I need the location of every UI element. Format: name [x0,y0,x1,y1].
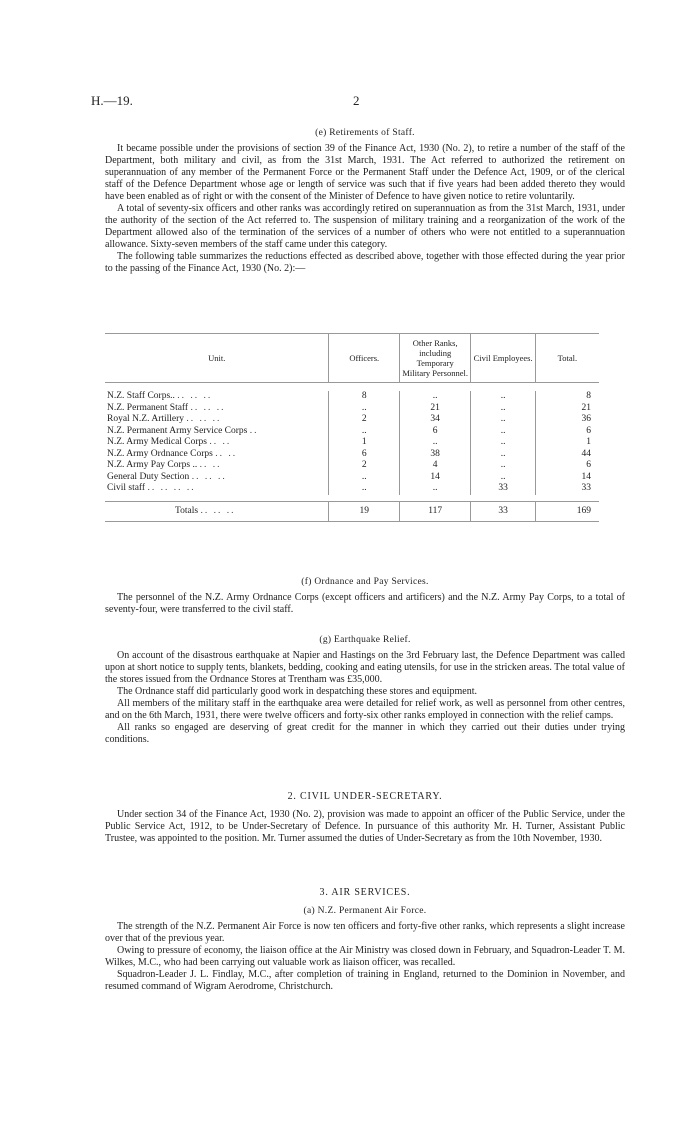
leader-dots: .. .. [215,448,238,459]
total-cell: 1 [535,437,599,449]
subheading-retirements: (e) Retirements of Staff. [315,128,415,138]
table-header-row [105,334,599,383]
subheading-ordnance: (f) Ordnance and Pay Services. [301,577,429,587]
totals-label: Totals [175,505,199,516]
leader-dots: .. [249,425,259,436]
paragraph: All ranks so engaged are deserving of great credit for the manner in which they carried out their duties under trying conditions. [105,722,625,745]
paragraph: The personnel of the N.Z. Army Ordnance Corps (except officers and artificers) and the N.Z. Army Pay Corps, to a total of seventy-four, were transferred to the civil staff. [105,592,625,615]
heading-air-services: 3. AIR SERVICES. [319,887,411,898]
other-ranks-cell: 6 [399,426,470,438]
col-civil: Civil Employees. [471,334,536,383]
other-ranks-cell: 21 [399,403,470,415]
table-row [105,449,599,461]
leader-dots: .. .. .. [191,471,227,482]
unit-name: General Duty Section [107,471,190,482]
section-earthquake [105,634,625,746]
leader-dots: .. .. .. [200,505,236,516]
total-cell: 14 [535,472,599,484]
leader-dots: .. .. .. [190,402,226,413]
other-ranks-cell: .. [399,437,470,449]
officers-total: 19 [329,501,400,522]
civil-cell: .. [471,391,536,403]
heading-civil-under-secretary: 2. CIVIL UNDER-SECRETARY. [287,791,443,802]
table-row [105,391,599,403]
officers-cell: 8 [329,391,400,403]
unit-name: N.Z. Permanent Staff [107,402,189,413]
other-ranks-cell: 38 [399,449,470,461]
table-row [105,437,599,449]
section-ordnance [105,576,625,616]
page-number: 2 [353,93,360,108]
document-reference: H.—19. [91,93,133,108]
subheading-air-force: (a) N.Z. Permanent Air Force. [303,906,427,916]
civil-cell: .. [471,403,536,415]
officers-cell: .. [329,472,400,484]
total-cell: 6 [535,460,599,472]
civil-cell: .. [471,472,536,484]
total-cell: 21 [535,403,599,415]
col-officers: Officers. [329,334,400,383]
grand-total: 169 [535,501,599,522]
table-row [105,472,599,484]
table-row [105,460,599,472]
civil-cell: .. [471,449,536,461]
civil-cell: 33 [471,483,536,495]
officers-cell: 2 [329,460,400,472]
officers-cell: .. [329,483,400,495]
total-cell: 6 [535,426,599,438]
paragraph: A total of seventy-six officers and other ranks was accordingly retired on superannuation as from the 31st March, 1931, under the authority of the section of the Act referred to. The suspension of military training and a reorganization of the work of the Department allowed also of the termination of the services of a number of others who were not entitled to a superannuation allowance. Sixty-seven members of the staff came under this category. [105,203,625,250]
unit-name: Royal N.Z. Artillery [107,414,185,424]
col-other-ranks: Other Ranks, including Temporary Military Personnel. [399,334,470,383]
leader-dots: .. .. .. [177,391,213,401]
leader-dots: .. .. [209,437,232,447]
other-ranks-total: 117 [399,501,470,522]
other-ranks-cell: 34 [399,414,470,426]
unit-name: Civil staff [107,483,146,493]
other-ranks-cell: 14 [399,472,470,484]
paragraph: Under section 34 of the Finance Act, 1930 (No. 2), provision was made to appoint an officer of the Public Service, under the Public Service Act, 1912, to be Under-Secretary of Defence. In pursuance of this authority Mr. H. Turner, Assistant Public Trustee, was appointed to the position. Mr. Turner assumed the duties of Under-Secretary as from the 10th November, 1930. [105,809,625,844]
other-ranks-cell: .. [399,483,470,495]
paragraph: All members of the military staff in the earthquake area were detailed for relief work, as well as personnel from other centres, and on the 6th March, 1931, there were twelve officers and forty-six other ranks employed in connection with the relief camps. [105,698,625,721]
civil-total: 33 [471,501,536,522]
leader-dots: .. .. .. .. [147,483,196,493]
total-cell: 36 [535,414,599,426]
officers-cell: .. [329,426,400,438]
officers-cell: 2 [329,414,400,426]
reductions-table-wrapper [105,333,625,522]
unit-name: N.Z. Army Pay Corps .. [107,460,198,470]
table-row [105,414,599,426]
leader-dots: .. .. .. [186,414,222,424]
officers-cell: 6 [329,449,400,461]
paragraph: On account of the disastrous earthquake at Napier and Hastings on the 3rd February last, the Defence Department was called upon at short notice to supply tents, blankets, bedding, cooking and eating utensils, for use in the stricken areas. The total value of the stores issued from the Ordnance Stores at Trentham was £35,000. [105,650,625,685]
section-retirements [105,127,625,275]
paragraph: The strength of the N.Z. Permanent Air Force is now ten officers and forty-five other ranks, which represents a slight increase over that of the previous year. [105,921,625,944]
table-row [105,483,599,495]
civil-cell: .. [471,414,536,426]
page-header [91,93,625,109]
civil-cell: .. [471,437,536,449]
total-cell: 8 [535,391,599,403]
unit-name: N.Z. Staff Corps.. [107,391,175,401]
leader-dots: .. .. [199,460,222,470]
reductions-table [105,333,599,522]
civil-cell: .. [471,426,536,438]
section-civil-under-secretary [105,791,625,845]
paragraph: Squadron-Leader J. L. Findlay, M.C., after completion of training in England, returned to the Dominion in November, and resumed command of Wigram Aerodrome, Christchurch. [105,969,625,992]
unit-name: N.Z. Army Ordnance Corps [107,448,213,459]
section-air-services [105,887,625,993]
unit-name: N.Z. Army Medical Corps [107,437,208,447]
paragraph: It became possible under the provisions of section 39 of the Finance Act, 1930 (No. 2), to retire a number of the staff of the Department, both military and civil, as from the 31st March, 1931. The Act referred to authorized the retirement on superannuation of any member of the Permanent Force or the Permanent Staff under the Defence Act, 1909, or of the clerical staff of the Defence Department whose age or length of service was such that if five years had been added thereto they would have been enabled as of right or with the consent of the Minister of Defence to have given notice to retire voluntarily. [105,143,625,202]
paragraph: The following table summarizes the reductions effected as described above, together with those effected during the year prior to the passing of the Finance Act, 1930 (No. 2):— [105,251,625,274]
unit-name: N.Z. Permanent Army Service Corps [107,425,248,436]
totals-row [105,501,599,522]
officers-cell: 1 [329,437,400,449]
col-total: Total. [535,334,599,383]
table-row [105,403,599,415]
subheading-earthquake: (g) Earthquake Relief. [319,635,411,645]
officers-cell: .. [329,403,400,415]
other-ranks-cell: 4 [399,460,470,472]
col-unit: Unit. [105,334,329,383]
civil-cell: .. [471,460,536,472]
table-row [105,426,599,438]
total-cell: 33 [535,483,599,495]
other-ranks-cell: .. [399,391,470,403]
paragraph: The Ordnance staff did particularly good work in despatching these stores and equipment. [117,686,477,697]
paragraph: Owing to pressure of economy, the liaison office at the Air Ministry was closed down in February, and Squadron-Leader T. M. Wilkes, M.C., who had been carrying out valuable work as liaison officer, was recalled. [105,945,625,968]
total-cell: 44 [535,449,599,461]
